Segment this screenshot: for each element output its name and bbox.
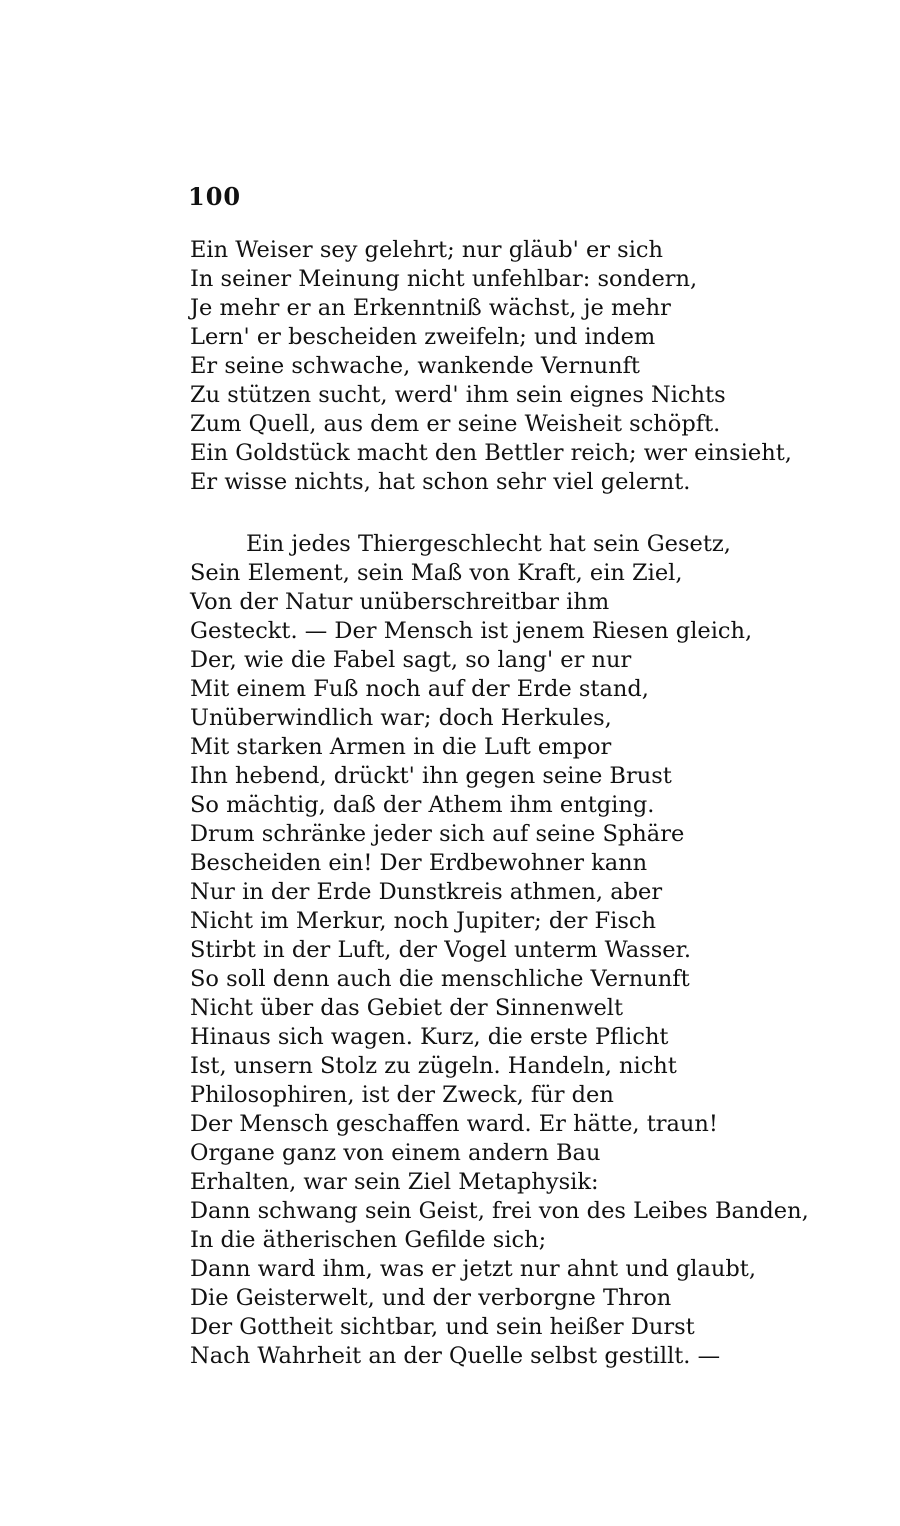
- verse-line: Mit starken Armen in die Luft empor: [190, 734, 612, 760]
- verse-line: Erhalten, war sein Ziel Metaphysik:: [190, 1169, 599, 1195]
- verse-line: Bescheiden ein! Der Erdbewohner kann: [190, 850, 648, 876]
- verse-line: Nach Wahrheit an der Quelle selbst gestillt. —: [190, 1343, 721, 1369]
- verse-line: Ein jedes Thiergeschlecht hat sein Gesetz,: [246, 531, 731, 557]
- verse-line: Er seine schwache, wankende Vernunft: [190, 353, 640, 379]
- verse-line: Mit einem Fuß noch auf der Erde stand,: [190, 676, 649, 702]
- verse-line: So soll denn auch die menschliche Vernunft: [190, 966, 690, 992]
- verse-line: Er wisse nichts, hat schon sehr viel gelernt.: [190, 469, 691, 495]
- verse-line: Ein Goldstück macht den Bettler reich; wer einsieht,: [190, 440, 792, 466]
- verse-line: Hinaus sich wagen. Kurz, die erste Pflicht: [190, 1024, 669, 1050]
- verse-line: Dann schwang sein Geist, frei von des Leibes Banden,: [190, 1198, 809, 1224]
- verse-line: Die Geisterwelt, und der verborgne Thron: [190, 1285, 672, 1311]
- verse-line: Zum Quell, aus dem er seine Weisheit schöpft.: [190, 411, 721, 437]
- stanza-1: [190, 236, 792, 497]
- verse-line: Der Gottheit sichtbar, und sein heißer Durst: [190, 1314, 695, 1340]
- verse-line: In seiner Meinung nicht unfehlbar: sondern,: [190, 266, 698, 292]
- verse-line: Nicht im Merkur, noch Jupiter; der Fisch: [190, 908, 656, 934]
- verse-line: Der Mensch geschaffen ward. Er hätte, traun!: [190, 1111, 718, 1137]
- verse-line: So mächtig, daß der Athem ihm entging.: [190, 792, 655, 818]
- verse-line: Sein Element, sein Maß von Kraft, ein Ziel,: [190, 560, 683, 586]
- verse-line: Der, wie die Fabel sagt, so lang' er nur: [190, 647, 632, 673]
- verse-line: Gesteckt. — Der Mensch ist jenem Riesen gleich,: [190, 618, 753, 644]
- page-number: 100: [188, 182, 242, 211]
- verse-line: Drum schränke jeder sich auf seine Sphäre: [190, 821, 685, 847]
- verse-line: Organe ganz von einem andern Bau: [190, 1140, 601, 1166]
- stanza-2: [190, 530, 809, 1371]
- verse-line: Ihn hebend, drückt' ihn gegen seine Brust: [190, 763, 672, 789]
- verse-line: Dann ward ihm, was er jetzt nur ahnt und glaubt,: [190, 1256, 756, 1282]
- verse-line: Je mehr er an Erkenntniß wächst, je mehr: [190, 295, 671, 321]
- verse-line: In die ätherischen Gefilde sich;: [190, 1227, 547, 1253]
- verse-line: Nur in der Erde Dunstkreis athmen, aber: [190, 879, 663, 905]
- verse-line: Stirbt in der Luft, der Vogel unterm Wasser.: [190, 937, 692, 963]
- verse-line: Ist, unsern Stolz zu zügeln. Handeln, nicht: [190, 1053, 677, 1079]
- verse-line: Von der Natur unüberschreitbar ihm: [190, 589, 610, 615]
- verse-line: Philosophiren, ist der Zweck, für den: [190, 1082, 614, 1108]
- verse-line: Zu stützen sucht, werd' ihm sein eignes Nichts: [190, 382, 726, 408]
- verse-line: Nicht über das Gebiet der Sinnenwelt: [190, 995, 624, 1021]
- verse-line: Unüberwindlich war; doch Herkules,: [190, 705, 612, 731]
- verse-line: Lern' er bescheiden zweifeln; und indem: [190, 324, 656, 350]
- verse-line: Ein Weiser sey gelehrt; nur gläub' er sich: [190, 237, 664, 263]
